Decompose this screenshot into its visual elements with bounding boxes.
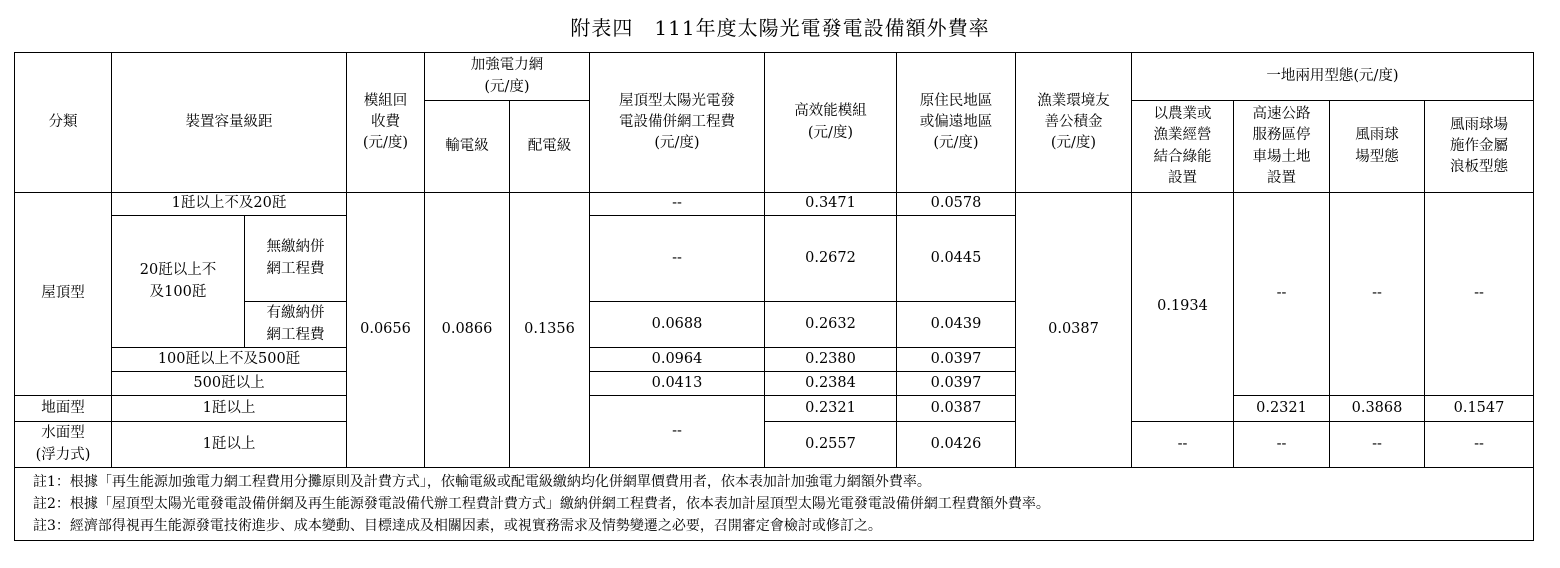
note-3: 註3：經濟部得視再生能源發電技術進步、成本變動、目標達成及相關因素，或視實務需求及情勢變遷之必要，召開審定會檢討或修訂之。 [33, 518, 882, 534]
row-label-ground: 地面型 [15, 396, 112, 422]
indigenous-r6: 0.0387 [897, 396, 1016, 422]
capacity-500-plus: 500瓩以上 [112, 372, 347, 396]
capacity-100-to-500: 100瓩以上不及500瓩 [112, 348, 347, 372]
header-grid-enhance: 加強電力網 (元/度) [425, 53, 590, 101]
header-capacity: 裝置容量級距 [112, 53, 347, 193]
capacity-ground: 1瓩以上 [112, 396, 347, 422]
fee-table [14, 52, 1534, 541]
highway-ground: 0.2321 [1234, 396, 1330, 422]
rooftop-grid-r2: -- [590, 216, 765, 302]
header-highway: 高速公路 服務區停 車場土地 設置 [1234, 101, 1330, 193]
header-distribution: 配電級 [510, 101, 590, 193]
capacity-20-to-100: 20瓩以上不 及100瓩 [112, 216, 245, 348]
capacity-1-to-20: 1瓩以上不及20瓩 [112, 193, 347, 216]
stadium-rooftop: -- [1330, 193, 1425, 396]
high-eff-r1: 0.3471 [765, 193, 897, 216]
rooftop-grid-r5: 0.0413 [590, 372, 765, 396]
high-eff-r6: 0.2321 [765, 396, 897, 422]
note-2: 註2：根據「屋頂型太陽光電發電設備併網及再生能源發電設備代辦工程費計費方式」繳納併網工程費者，依本表加計屋頂型太陽光電發電設備併網工程費額外費率。 [33, 496, 1050, 512]
capacity-floating: 1瓩以上 [112, 422, 347, 468]
header-indigenous: 原住民地區 或偏遠地區 (元/度) [897, 53, 1016, 193]
note-1: 註1：根據「再生能源加強電力網工程費用分攤原則及計費方式」，依輸電級或配電級繳納均化併網單價費用者，依本表加計加強電力網額外費率。 [33, 474, 931, 490]
header-agri: 以農業或 漁業經營 結合綠能 設置 [1132, 101, 1234, 193]
high-eff-r5: 0.2384 [765, 372, 897, 396]
header-module-recycle: 模組回 收費 (元/度) [347, 53, 425, 193]
rooftop-grid-r4: 0.0964 [590, 348, 765, 372]
header-stadium-metal: 風雨球場 施作金屬 浪板型態 [1425, 101, 1534, 193]
indigenous-r5: 0.0397 [897, 372, 1016, 396]
high-eff-r2: 0.2672 [765, 216, 897, 302]
distribution-value: 0.1356 [510, 193, 590, 468]
capacity-with-grid-fee: 有繳納併 網工程費 [245, 302, 347, 348]
indigenous-r2: 0.0445 [897, 216, 1016, 302]
stadium-metal-rooftop: -- [1425, 193, 1534, 396]
notes [15, 468, 1534, 541]
stadium-metal-ground: 0.1547 [1425, 396, 1534, 422]
rooftop-grid-r3: 0.0688 [590, 302, 765, 348]
stadium-ground: 0.3868 [1330, 396, 1425, 422]
indigenous-r1: 0.0578 [897, 193, 1016, 216]
rooftop-grid-r1: -- [590, 193, 765, 216]
header-transmission: 輸電級 [425, 101, 510, 193]
highway-floating: -- [1234, 422, 1330, 468]
row-label-floating: 水面型 (浮力式) [15, 422, 112, 468]
highway-rooftop: -- [1234, 193, 1330, 396]
indigenous-r7: 0.0426 [897, 422, 1016, 468]
page-title: 附表四 111年度太陽光電發電設備額外費率 [570, 16, 990, 40]
fishery-value: 0.0387 [1016, 193, 1132, 468]
stadium-metal-floating: -- [1425, 422, 1534, 468]
high-eff-r3: 0.2632 [765, 302, 897, 348]
header-category: 分類 [15, 53, 112, 193]
high-eff-r7: 0.2557 [765, 422, 897, 468]
indigenous-r4: 0.0397 [897, 348, 1016, 372]
header-stadium: 風雨球 場型態 [1330, 101, 1425, 193]
module-recycle-value: 0.0656 [347, 193, 425, 468]
row-label-rooftop: 屋頂型 [15, 193, 112, 396]
agri-floating: -- [1132, 422, 1234, 468]
high-eff-r4: 0.2380 [765, 348, 897, 372]
header-dual-use: 一地兩用型態(元/度) [1132, 53, 1534, 101]
capacity-no-grid-fee: 無繳納併 網工程費 [245, 216, 347, 302]
rooftop-grid-r67: -- [590, 396, 765, 468]
stadium-floating: -- [1330, 422, 1425, 468]
header-rooftop-grid: 屋頂型太陽光電發 電設備併網工程費 (元/度) [590, 53, 765, 193]
agri-value: 0.1934 [1132, 193, 1234, 422]
transmission-value: 0.0866 [425, 193, 510, 468]
header-high-efficiency: 高效能模組 (元/度) [765, 53, 897, 193]
indigenous-r3: 0.0439 [897, 302, 1016, 348]
header-fishery: 漁業環境友 善公積金 (元/度) [1016, 53, 1132, 193]
